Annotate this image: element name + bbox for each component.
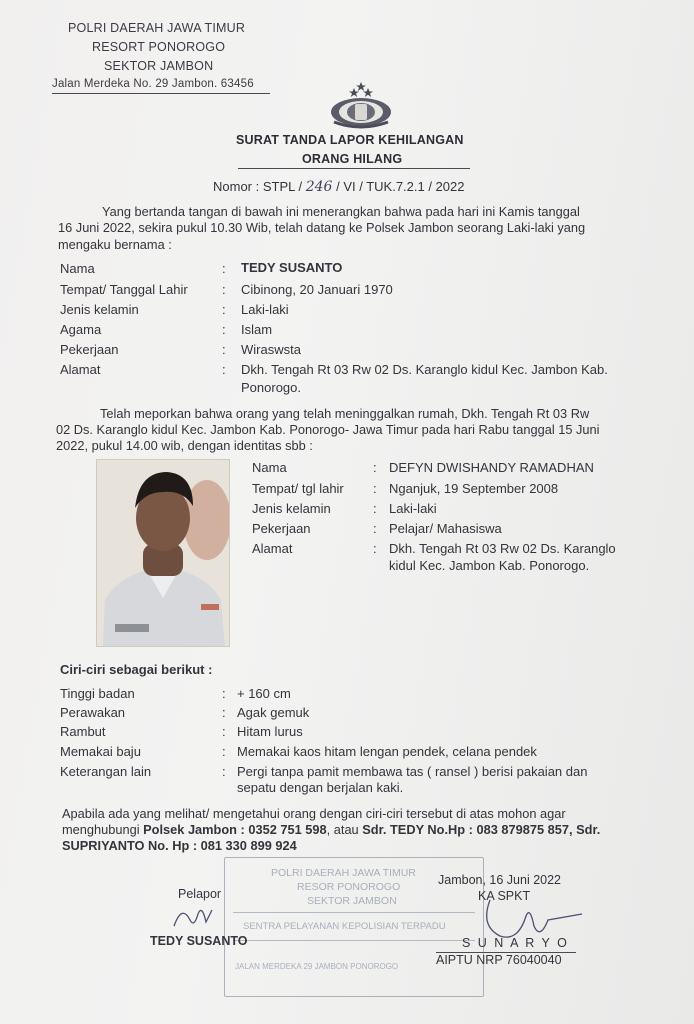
missing-value-cont: kidul Kec. Jambon Kab. Ponorogo. — [389, 558, 590, 573]
missing-value: Nganjuk, 19 September 2008 — [389, 481, 559, 496]
feature-value: Hitam lurus — [237, 724, 303, 739]
contact-line-2: menghubungi Polsek Jambon : 0352 751 598, atau Sdr. TEDY No.Hp : 083 879875 857, Sdr. — [62, 822, 601, 837]
missing-label: Jenis kelamin — [252, 501, 331, 516]
features-title: Ciri-ciri sebagai berikut : — [60, 662, 213, 677]
officer-title: KA SPKT — [478, 889, 531, 903]
reporter-label: Pekerjaan — [60, 342, 119, 357]
contact-line-1: Apabila ada yang melihat/ mengetahui orang dengan ciri-ciri tersebut di atas mohon agar — [62, 806, 566, 821]
report-line-1: Telah meporkan bahwa orang yang telah meninggalkan rumah, Dkh. Tengah Rt 03 Rw — [100, 406, 590, 421]
reporter-label: Nama — [60, 261, 95, 276]
feature-label: Perawakan — [60, 705, 126, 720]
reporter-signature-icon — [168, 900, 228, 932]
header-address: Jalan Merdeka No. 29 Jambon. 63456 — [52, 78, 254, 90]
missing-value: Dkh. Tengah Rt 03 Rw 02 Ds. Karanglo — [389, 541, 616, 556]
header-line-3: SEKTOR JAMBON — [104, 59, 214, 73]
intro-line-2: 16 Juni 2022, sekira pukul 10.30 Wib, telah datang ke Polsek Jambon seorang Laki-laki yang — [58, 220, 586, 235]
missing-value: Laki-laki — [389, 501, 437, 516]
handwritten-number: 246 — [305, 179, 333, 195]
missing-value: DEFYN DWISHANDY RAMADHAN — [389, 460, 594, 475]
header-line-1: POLRI DAERAH JAWA TIMUR — [68, 21, 246, 35]
reporter-value: Cibinong, 20 Januari 1970 — [241, 282, 393, 297]
intro-line-1: Yang bertanda tangan di bawah ini menerangkan bahwa pada hari ini Kamis tanggal — [102, 204, 580, 219]
feature-label: Memakai baju — [60, 744, 141, 759]
missing-label: Pekerjaan — [252, 521, 311, 536]
missing-label: Alamat — [252, 541, 293, 556]
reporter-label: Tempat/ Tanggal Lahir — [60, 282, 188, 297]
feature-label: Tinggi badan — [60, 686, 135, 701]
document-number: Nomor : STPL / 246 / VI / TUK.7.2.1 / 2022 — [213, 179, 465, 195]
official-stamp: POLRI DAERAH JAWA TIMUR RESOR PONOROGO SEKTOR JAMBON SENTRA PELAYANAN KEPOLISIAN TERPADU JALAN MERDEKA 29 JAMBON PONOROGO — [224, 857, 484, 997]
reporter-sign-name: TEDY SUSANTO — [150, 934, 248, 948]
reporter-sign-label: Pelapor — [178, 887, 222, 901]
intro-line-3: mengaku bernama : — [58, 237, 172, 252]
sign-place-date: Jambon, 16 Juni 2022 — [438, 873, 562, 887]
reporter-label: Jenis kelamin — [60, 302, 139, 317]
reporter-value-cont: Ponorogo. — [241, 380, 301, 395]
missing-value: Pelajar/ Mahasiswa — [389, 521, 502, 536]
contact-line-3: SUPRIYANTO No. Hp : 081 330 899 924 — [62, 838, 297, 853]
police-emblem-icon — [326, 82, 396, 130]
officer-name: S U N A R Y O — [462, 936, 569, 950]
reporter-value: TEDY SUSANTO — [241, 260, 343, 275]
officer-rank: AIPTU NRP 76040040 — [436, 953, 562, 967]
feature-label: Rambut — [60, 724, 106, 739]
feature-value: Memakai kaos hitam lengan pendek, celana pendek — [237, 744, 537, 759]
feature-value-cont: sepatu dengan berjalan kaki. — [237, 780, 404, 795]
feature-value: + 160 cm — [237, 686, 291, 701]
reporter-value: Laki-laki — [241, 302, 289, 317]
missing-label: Nama — [252, 460, 287, 475]
feature-label: Keterangan lain — [60, 764, 152, 779]
document-subtitle: ORANG HILANG — [302, 152, 403, 166]
reporter-value: Islam — [241, 322, 273, 337]
document-title: SURAT TANDA LAPOR KEHILANGAN — [236, 133, 464, 147]
report-line-3: 2022, pukul 14.00 wib, dengan identitas sbb : — [56, 438, 313, 453]
missing-label: Tempat/ tgl lahir — [252, 481, 344, 496]
feature-value: Agak gemuk — [237, 705, 310, 720]
missing-person-photo — [96, 459, 230, 647]
title-underline — [238, 168, 470, 169]
reporter-label: Alamat — [60, 362, 101, 377]
report-line-2: 02 Ds. Karanglo kidul Kec. Jambon Kab. Ponorogo- Jawa Timur pada hari Rabu tanggal 15 Juni — [56, 422, 600, 437]
document-page: POLRI DAERAH JAWA TIMUR RESORT PONOROGO SEKTOR JAMBON Jalan Merdeka No. 29 Jambon. 63456 SURAT TANDA LAPOR KEHILANGAN ORANG HILANG Nomor : STPL / 246 / VI / TUK.7.2.1 / 2022 Yang bertanda tangan di bawah ini menerangkan bahwa pada hari ini Kamis tanggal 16 Juni 2022, sekira pukul 10.30 Wib, telah datang ke Polsek Jambon seorang Laki-laki yang mengaku bernama : Nama : TEDY SUSANTO Tempat/ Tanggal Lahir : Cibinong, 20 Januari 1970 Jenis kelamin : Laki-laki Agama : Islam Pekerjaan : Wiraswsta Alamat : Dkh. Tengah Rt 03 Rw 02 Ds. Karanglo kidul Kec. Jambon Kab. Ponorogo. Telah meporkan bahwa orang yang telah meninggalkan rumah, Dkh. Tengah Rt 03 Rw 02 Ds. Karanglo kidul Kec. Jambon Kab. Ponorogo- Jawa Timur pada hari Rabu tanggal 15 Juni 2022, pukul 14.00 wib, dengan identitas sbb : Nama : DEFYN DWISHANDY RAMADHAN Tempat/ tgl lahir : Nganjuk, 19 September 2008 Jenis kelamin : Laki-laki Pekerjaan : Pelajar/ Mahasiswa Alamat : Dkh. Tengah Rt 03 Rw 02 Ds. Karanglo kidul Kec. Jambon Kab. Ponorogo. Ciri-ciri sebagai berikut : Tinggi badan : + 160 cm Perawakan : Agak gemuk Rambut : Hitam lurus Memakai baju : Memakai kaos hitam lengan pendek, celana pendek Keterangan lain : Pergi tanpa pamit membawa tas ( ransel ) berisi pakaian dan sepatu dengan berjalan kaki. Apabila ada yang melihat/ mengetahui orang dengan ciri-ciri tersebut di atas mohon agar menghubungi Polsek Jambon : 0352 751 598, atau Sdr. TEDY No.Hp : 083 879875 857, Sdr. SUPRIYANTO No. Hp : 081 330 899 924 POLRI DAERAH JAWA TIMUR RESOR PONOROGO SEKTOR JAMBON SENTRA PELAYANAN KEPOLISIAN TERPADU JALAN MERDEKA 29 JAMBON PONOROGO Pelapor TEDY SUSANTO Jambon, 16 Juni 2022 KA SPKT S U N A R Y O AIPTU NRP 76040040 — [0, 0, 694, 1024]
header-underline — [52, 93, 270, 94]
reporter-value: Dkh. Tengah Rt 03 Rw 02 Ds. Karanglo kidul Kec. Jambon Kab. — [241, 362, 608, 377]
feature-value: Pergi tanpa pamit membawa tas ( ransel ) berisi pakaian dan — [237, 764, 588, 779]
header-line-2: RESORT PONOROGO — [92, 40, 226, 54]
reporter-label: Agama — [60, 322, 102, 337]
reporter-value: Wiraswsta — [241, 342, 301, 357]
